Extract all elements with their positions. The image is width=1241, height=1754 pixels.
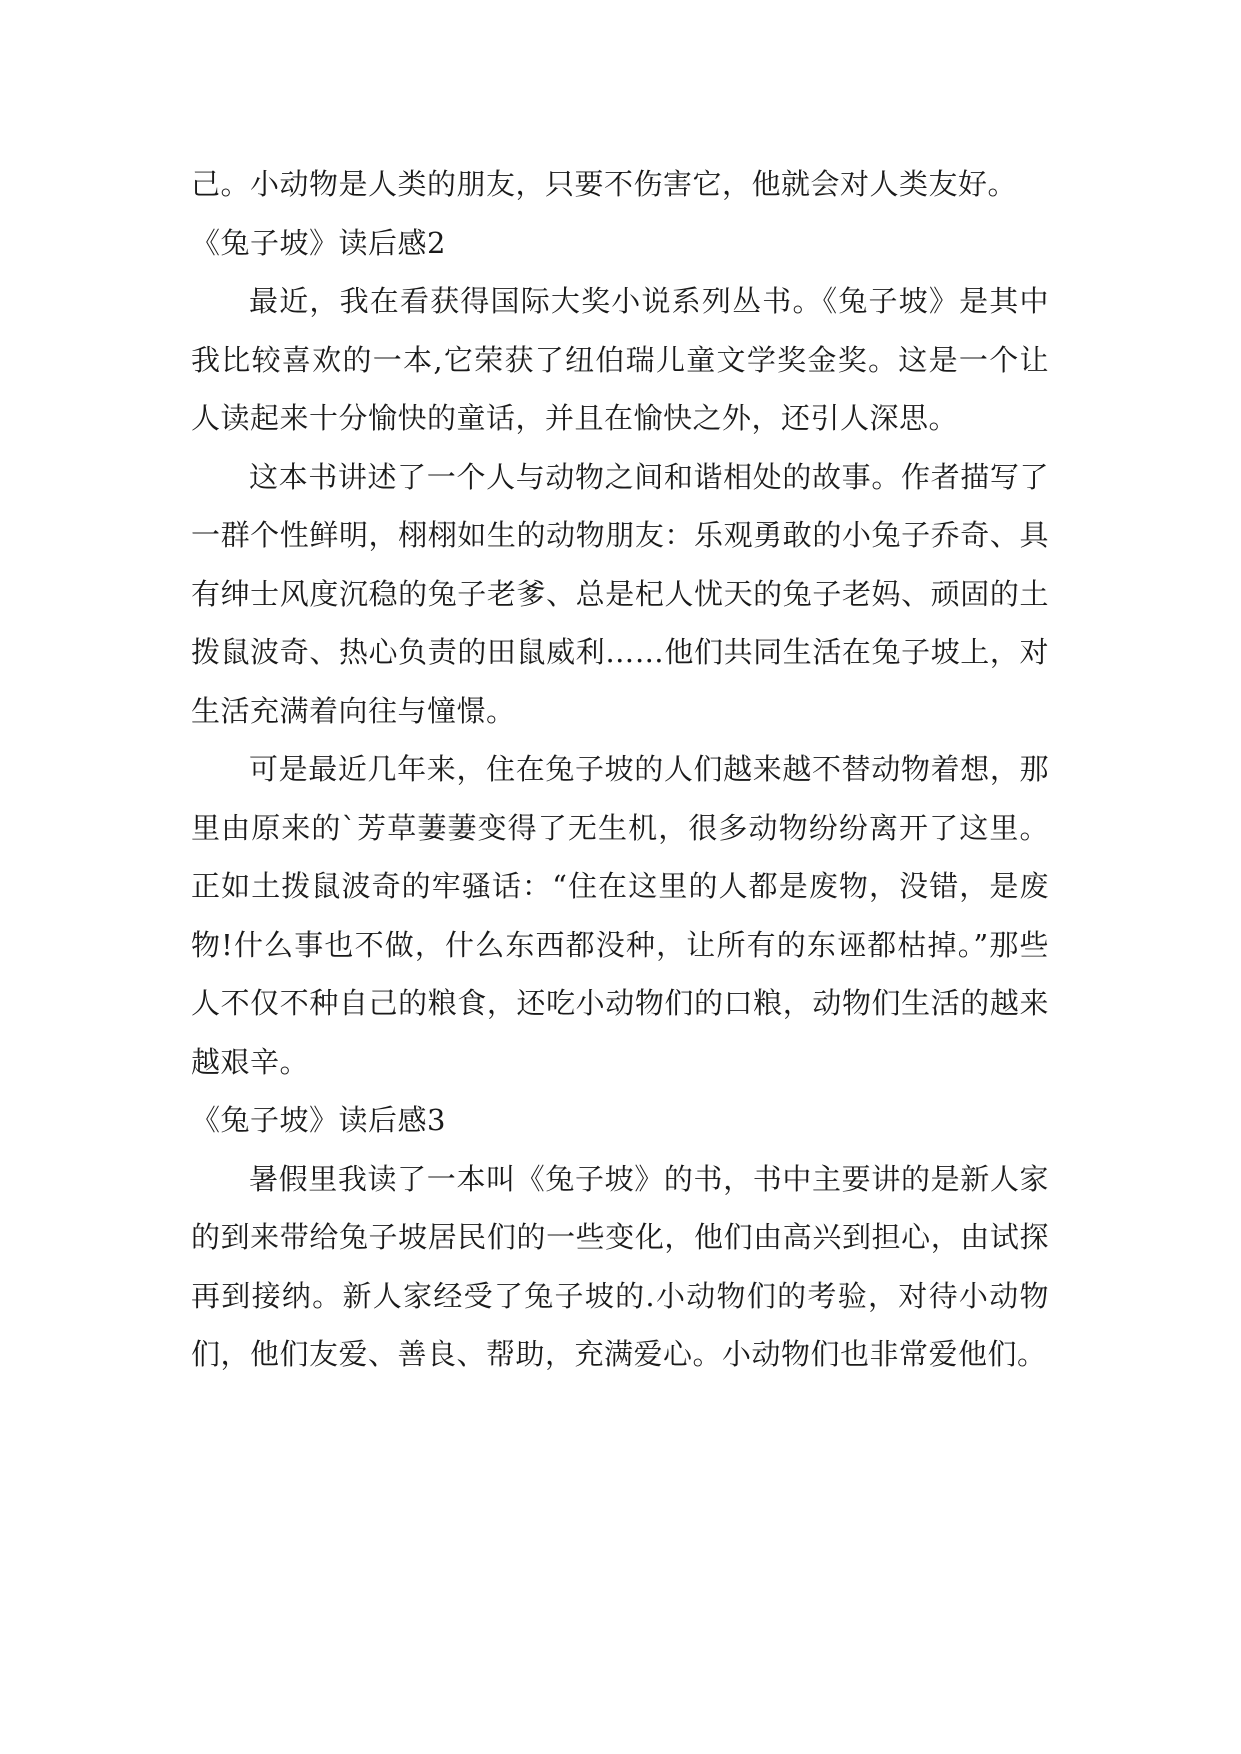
section-2-heading: 《兔子坡》读后感2 <box>191 225 446 260</box>
document-body <box>191 155 1049 1384</box>
section-2-paragraph-2: 这本书讲述了一个人与动物之间和谐相处的故事。作者描写了一群个性鲜明，栩栩如生的动物朋友：乐观勇敢的小兔子乔奇、具有绅士风度沉稳的兔子老爹、总是杞人忧天的兔子老妈、顽固的土拨鼠波奇、热心负责的田鼠威利……他们共同生活在兔子坡上，对生活充满着向往与憧憬。 <box>191 459 1049 728</box>
section-3-heading: 《兔子坡》读后感3 <box>191 1103 446 1137</box>
section-2-paragraph-3: 可是最近几年来，住在兔子坡的人们越来越不替动物着想，那里由原来的`芳草萋萋变得了无生机，很多动物纷纷离开了这里。正如土拨鼠波奇的牢骚话：“住在这里的人都是废物，没错，是废物!什么事也不做，什么东西都没种，让所有的东诬都枯掉。”那些人不仅不种自己的粮食，还吃小动物们的口粮，动物们生活的越来越艰辛。 <box>191 752 1049 1079</box>
section-3-paragraph-1: 暑假里我读了一本叫《兔子坡》的书，书中主要讲的是新人家的到来带给兔子坡居民们的一些变化，他们由高兴到担心，由试探再到接纳。新人家经受了兔子坡的.小动物们的考验，对待小动物们，他们友爱、善良、帮助，充满爱心。小动物们也非常爱他们。 <box>191 1161 1049 1371</box>
section-2-paragraph-1: 最近，我在看获得国际大奖小说系列丛书。《兔子坡》是其中我比较喜欢的一本,它荣获了纽伯瑞儿童文学奖金奖。这是一个让人读起来十分愉快的童话，并且在愉快之外，还引人深思。 <box>191 284 1049 435</box>
intro-fragment-paragraph: 己。小动物是人类的朋友，只要不伤害它，他就会对人类友好。 <box>191 167 1018 201</box>
